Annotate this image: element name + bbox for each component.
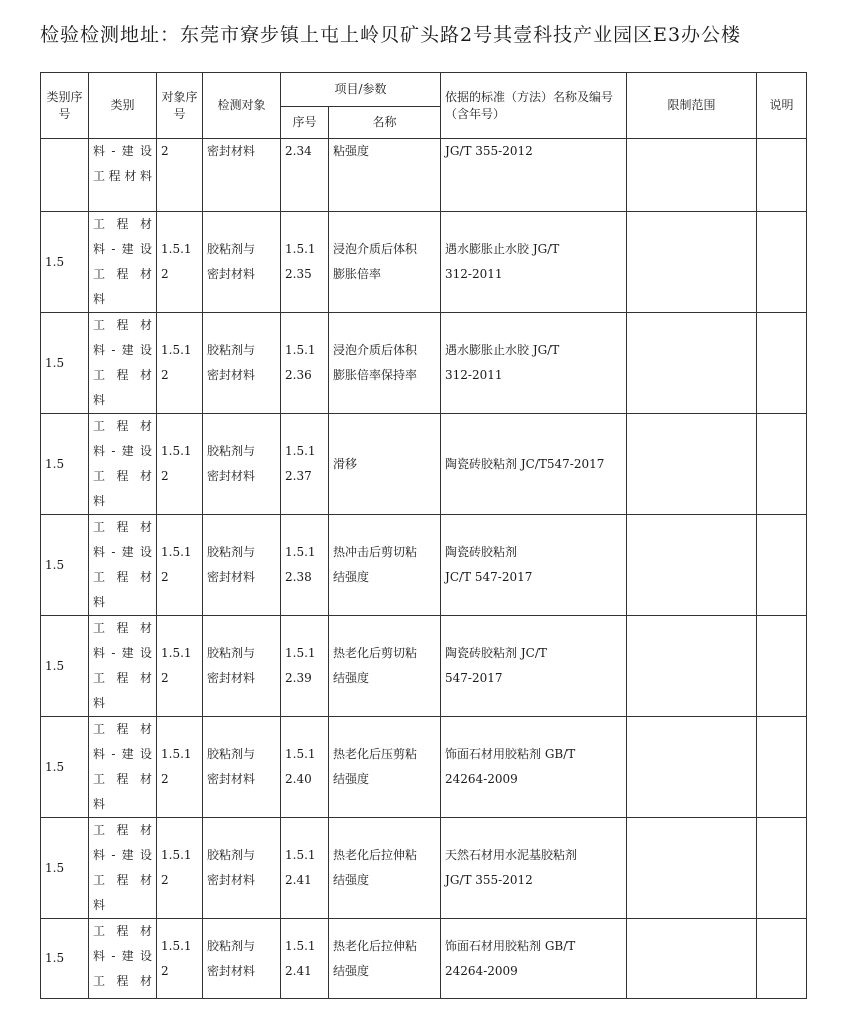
- cell-obj-seq: 1.5.1 2: [157, 515, 203, 616]
- cell-limit: [627, 818, 757, 919]
- cell-cat-seq: 1.5: [41, 616, 89, 717]
- cell-limit: [627, 616, 757, 717]
- cell-item-name: 热老化后剪切粘 结强度: [329, 616, 441, 717]
- table-row: [41, 616, 807, 717]
- cell-category: 工程材 料-建设 工程材: [89, 919, 157, 999]
- table-row: [41, 139, 807, 212]
- cell-category: 工程材 料-建设 工程材 料: [89, 717, 157, 818]
- cell-object: 胶粘剂与 密封材料: [203, 616, 281, 717]
- cell-item-seq: 1.5.1 2.35: [281, 212, 329, 313]
- cell-standard: 遇水膨胀止水胶 JG/T 312-2011: [441, 313, 627, 414]
- cell-category: 工程材 料-建设 工程材 料: [89, 616, 157, 717]
- cell-obj-seq: 1.5.1 2: [157, 919, 203, 999]
- cell-object: 胶粘剂与 密封材料: [203, 212, 281, 313]
- cell-item-seq: 1.5.1 2.40: [281, 717, 329, 818]
- cell-category: 工程材 料-建设 工程材 料: [89, 313, 157, 414]
- cell-item-seq: 1.5.1 2.41: [281, 919, 329, 999]
- cell-note: [757, 919, 807, 999]
- cell-item-name: 粘强度: [329, 139, 441, 212]
- table-row: [41, 414, 807, 515]
- cell-standard: 陶瓷砖胶粘剂 JC/T 547-2017: [441, 515, 627, 616]
- header-item-seq: 序号: [281, 107, 329, 139]
- cell-object: 胶粘剂与 密封材料: [203, 414, 281, 515]
- cell-standard: 饰面石材用胶粘剂 GB/T 24264-2009: [441, 919, 627, 999]
- header-item-name: 名称: [329, 107, 441, 139]
- cell-standard: 遇水膨胀止水胶 JG/T 312-2011: [441, 212, 627, 313]
- table-row: [41, 919, 807, 999]
- cell-note: [757, 139, 807, 212]
- cell-cat-seq: [41, 139, 89, 212]
- cell-object: 胶粘剂与 密封材料: [203, 515, 281, 616]
- cell-limit: [627, 139, 757, 212]
- cell-limit: [627, 313, 757, 414]
- cell-item-seq: 1.5.1 2.39: [281, 616, 329, 717]
- header-category: 类别: [89, 73, 157, 139]
- cell-note: [757, 414, 807, 515]
- cell-item-seq: 1.5.1 2.37: [281, 414, 329, 515]
- table-row: [41, 818, 807, 919]
- table-row: [41, 212, 807, 313]
- header-standard: 依据的标准（方法）名称及编号（含年号）: [441, 73, 627, 139]
- page-title: 检验检测地址：东莞市寮步镇上屯上岭贝矿头路2号其壹科技产业园区E3办公楼: [40, 24, 742, 46]
- cell-standard: 陶瓷砖胶粘剂 JC/T 547-2017: [441, 616, 627, 717]
- table-header: [41, 73, 807, 139]
- cell-item-name: 浸泡介质后体积 膨胀倍率保持率: [329, 313, 441, 414]
- cell-category: 工程材 料-建设 工程材 料: [89, 414, 157, 515]
- cell-obj-seq: 1.5.1 2: [157, 414, 203, 515]
- scope-table: [40, 72, 807, 999]
- cell-note: [757, 717, 807, 818]
- table-row: [41, 313, 807, 414]
- cell-item-name: 浸泡介质后体积 膨胀倍率: [329, 212, 441, 313]
- cell-category: 料-建设 工程材料: [89, 139, 157, 212]
- cell-limit: [627, 717, 757, 818]
- cell-category: 工程材 料-建设 工程材 料: [89, 212, 157, 313]
- cell-object: 胶粘剂与 密封材料: [203, 919, 281, 999]
- cell-obj-seq: 1.5.1 2: [157, 717, 203, 818]
- cell-limit: [627, 414, 757, 515]
- cell-item-name: 热冲击后剪切粘 结强度: [329, 515, 441, 616]
- cell-item-seq: 2.34: [281, 139, 329, 212]
- cell-cat-seq: 1.5: [41, 414, 89, 515]
- header-object: 检测对象: [203, 73, 281, 139]
- cell-note: [757, 313, 807, 414]
- cell-note: [757, 212, 807, 313]
- cell-standard: 陶瓷砖胶粘剂 JC/T547-2017: [441, 414, 627, 515]
- cell-standard: JG/T 355-2012: [441, 139, 627, 212]
- cell-object: 密封材料: [203, 139, 281, 212]
- cell-limit: [627, 919, 757, 999]
- cell-item-seq: 1.5.1 2.38: [281, 515, 329, 616]
- cell-note: [757, 818, 807, 919]
- cell-note: [757, 616, 807, 717]
- table-row: [41, 717, 807, 818]
- cell-category: 工程材 料-建设 工程材 料: [89, 515, 157, 616]
- cell-obj-seq: 1.5.1 2: [157, 818, 203, 919]
- cell-item-name: 热老化后压剪粘 结强度: [329, 717, 441, 818]
- cell-category: 工程材 料-建设 工程材 料: [89, 818, 157, 919]
- cell-item-name: 热老化后拉伸粘 结强度: [329, 919, 441, 999]
- cell-item-name: 滑移: [329, 414, 441, 515]
- cell-note: [757, 515, 807, 616]
- cell-item-seq: 1.5.1 2.36: [281, 313, 329, 414]
- cell-limit: [627, 212, 757, 313]
- cell-cat-seq: 1.5: [41, 313, 89, 414]
- table-row: [41, 515, 807, 616]
- cell-limit: [627, 515, 757, 616]
- cell-object: 胶粘剂与 密封材料: [203, 313, 281, 414]
- cell-obj-seq: 1.5.1 2: [157, 616, 203, 717]
- cell-standard: 饰面石材用胶粘剂 GB/T 24264-2009: [441, 717, 627, 818]
- cell-cat-seq: 1.5: [41, 212, 89, 313]
- cell-object: 胶粘剂与 密封材料: [203, 717, 281, 818]
- header-obj-seq: 对象序号: [157, 73, 203, 139]
- cell-item-seq: 1.5.1 2.41: [281, 818, 329, 919]
- cell-standard: 天然石材用水泥基胶粘剂 JG/T 355-2012: [441, 818, 627, 919]
- cell-obj-seq: 1.5.1 2: [157, 313, 203, 414]
- table-body: [41, 139, 807, 999]
- header-limit: 限制范围: [627, 73, 757, 139]
- header-note: 说明: [757, 73, 807, 139]
- cell-obj-seq: 1.5.1 2: [157, 212, 203, 313]
- cell-cat-seq: 1.5: [41, 717, 89, 818]
- cell-cat-seq: 1.5: [41, 515, 89, 616]
- cell-obj-seq: 2: [157, 139, 203, 212]
- cell-item-name: 热老化后拉伸粘 结强度: [329, 818, 441, 919]
- header-item-group: 项目/参数: [281, 73, 441, 107]
- cell-cat-seq: 1.5: [41, 818, 89, 919]
- cell-object: 胶粘剂与 密封材料: [203, 818, 281, 919]
- header-cat-seq: 类别序号: [41, 73, 89, 139]
- cell-cat-seq: 1.5: [41, 919, 89, 999]
